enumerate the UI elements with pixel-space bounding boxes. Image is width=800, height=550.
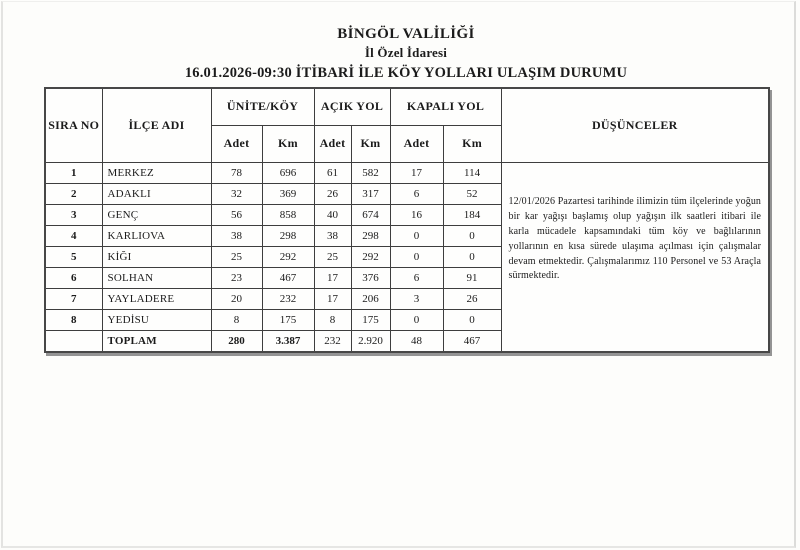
value-cell: 232 — [262, 288, 314, 309]
row-number-cell: 4 — [45, 225, 102, 246]
value-cell: 6 — [390, 183, 443, 204]
value-cell: 582 — [351, 162, 390, 183]
value-cell: 0 — [390, 309, 443, 330]
value-cell: 17 — [314, 288, 351, 309]
table-row — [45, 162, 769, 183]
sira-no-header: SIRA NO — [45, 88, 102, 162]
value-cell: 175 — [262, 309, 314, 330]
value-cell: 25 — [314, 246, 351, 267]
note-cell: 12/01/2026 Pazartesi tarihinde ilimizin tüm ilçelerinde yoğun bir kar yağışı başlamış olup yağışın ilk saatleri itibari ile karla mücadele kapsamındaki tüm köy ve bağlılarının yollarının en kısa sürede ulaşıma açılması için çalışmalar devam etmektedir. Çalışmalarımız 110 Personel ve 53 Araçla sürmektedir. — [501, 162, 769, 352]
value-cell: 17 — [390, 162, 443, 183]
value-cell: 858 — [262, 204, 314, 225]
value-cell: 292 — [351, 246, 390, 267]
table-header — [45, 88, 769, 162]
value-cell: 3 — [390, 288, 443, 309]
value-cell: 91 — [443, 267, 501, 288]
value-cell: 175 — [351, 309, 390, 330]
total-value-cell: 2.920 — [351, 330, 390, 352]
row-number-cell: 5 — [45, 246, 102, 267]
document-title: BİNGÖL VALİLİĞİ — [337, 26, 475, 42]
row-number-cell: 7 — [45, 288, 102, 309]
road-status-table — [44, 87, 770, 353]
value-cell: 184 — [443, 204, 501, 225]
value-cell: 38 — [314, 225, 351, 246]
value-cell: 25 — [211, 246, 262, 267]
district-cell: SOLHAN — [102, 267, 211, 288]
district-cell: KARLIOVA — [102, 225, 211, 246]
value-cell: 61 — [314, 162, 351, 183]
title-block — [44, 0, 768, 82]
row-number-cell: 2 — [45, 183, 102, 204]
value-cell: 26 — [314, 183, 351, 204]
total-value-cell: 232 — [314, 330, 351, 352]
value-cell: 0 — [443, 246, 501, 267]
value-cell: 369 — [262, 183, 314, 204]
adet-header: Adet — [390, 125, 443, 162]
value-cell: 317 — [351, 183, 390, 204]
unite-koy-header: ÜNİTE/KÖY — [211, 88, 314, 125]
row-number-cell: 1 — [45, 162, 102, 183]
value-cell: 20 — [211, 288, 262, 309]
km-header: Km — [443, 125, 501, 162]
value-cell: 17 — [314, 267, 351, 288]
document-date-title: 16.01.2026-09:30 İTİBARİ İLE KÖY YOLLARI ULAŞIM DURUMU — [184, 65, 628, 81]
value-cell: 0 — [390, 246, 443, 267]
total-value-cell: 3.387 — [262, 330, 314, 352]
total-value-cell: 280 — [211, 330, 262, 352]
value-cell: 78 — [211, 162, 262, 183]
value-cell: 114 — [443, 162, 501, 183]
dusunceler-header: DÜŞÜNCELER — [501, 88, 769, 162]
value-cell: 16 — [390, 204, 443, 225]
value-cell: 8 — [314, 309, 351, 330]
value-cell: 298 — [351, 225, 390, 246]
value-cell: 8 — [211, 309, 262, 330]
value-cell: 674 — [351, 204, 390, 225]
district-cell: YAYLADERE — [102, 288, 211, 309]
kapali-yol-header: KAPALI YOL — [390, 88, 501, 125]
value-cell: 376 — [351, 267, 390, 288]
district-cell: KİĞI — [102, 246, 211, 267]
adet-header: Adet — [314, 125, 351, 162]
value-cell: 40 — [314, 204, 351, 225]
value-cell: 696 — [262, 162, 314, 183]
value-cell: 0 — [443, 225, 501, 246]
km-header: Km — [351, 125, 390, 162]
adet-header: Adet — [211, 125, 262, 162]
row-number-cell: 6 — [45, 267, 102, 288]
row-number-cell: 8 — [45, 309, 102, 330]
km-header: Km — [262, 125, 314, 162]
value-cell: 38 — [211, 225, 262, 246]
value-cell: 32 — [211, 183, 262, 204]
value-cell: 52 — [443, 183, 501, 204]
district-cell: ADAKLI — [102, 183, 211, 204]
value-cell: 23 — [211, 267, 262, 288]
value-cell: 0 — [443, 309, 501, 330]
total-label-cell: TOPLAM — [102, 330, 211, 352]
value-cell: 298 — [262, 225, 314, 246]
document-subtitle: İl Özel İdaresi — [364, 45, 448, 60]
district-cell: GENÇ — [102, 204, 211, 225]
empty-cell — [45, 330, 102, 352]
acik-yol-header: AÇIK YOL — [314, 88, 390, 125]
value-cell: 0 — [390, 225, 443, 246]
value-cell: 6 — [390, 267, 443, 288]
district-cell: YEDİSU — [102, 309, 211, 330]
ilce-adi-header: İLÇE ADI — [102, 88, 211, 162]
value-cell: 26 — [443, 288, 501, 309]
row-number-cell: 3 — [45, 204, 102, 225]
district-cell: MERKEZ — [102, 162, 211, 183]
total-value-cell: 467 — [443, 330, 501, 352]
value-cell: 292 — [262, 246, 314, 267]
value-cell: 56 — [211, 204, 262, 225]
total-value-cell: 48 — [390, 330, 443, 352]
value-cell: 206 — [351, 288, 390, 309]
value-cell: 467 — [262, 267, 314, 288]
